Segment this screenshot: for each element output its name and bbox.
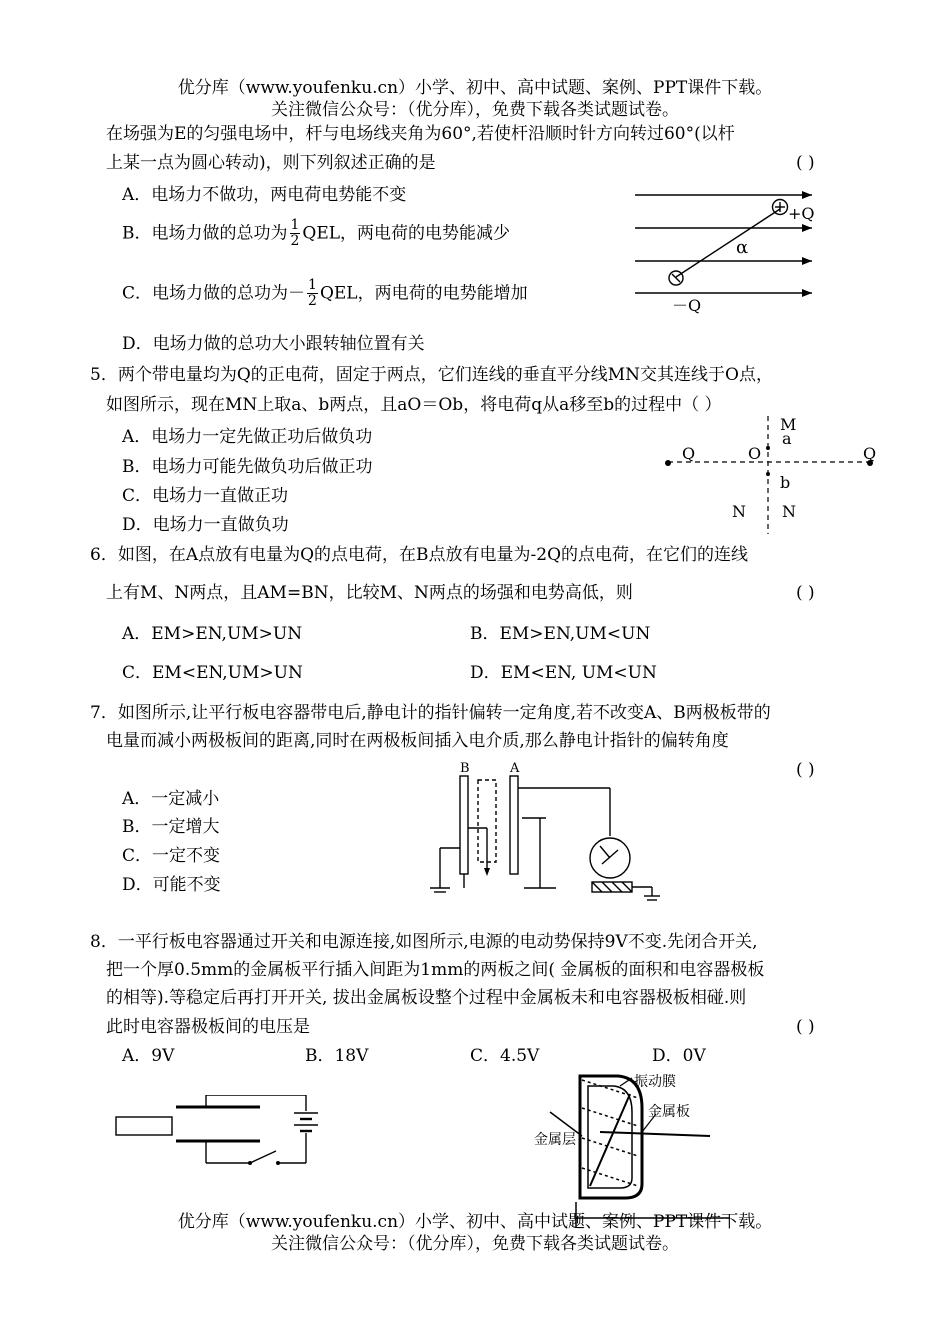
q7-answer-paren: ( ) xyxy=(796,760,815,780)
vibrating-membrane xyxy=(590,1094,630,1186)
switch-contact-icon xyxy=(276,1161,280,1165)
q4-option-b-suffix: QEL，两电荷的电势能减少 xyxy=(302,223,511,244)
q4-option-b-prefix: B．电场力做的总功为 xyxy=(122,223,288,244)
label-metal-plate: 金属板 xyxy=(648,1104,690,1120)
q6-option-c: C．EM<EN,UM>UN xyxy=(122,663,303,683)
label-o: O xyxy=(748,444,762,463)
q7-option-a: A．一定减小 xyxy=(122,789,220,809)
q8-option-d: D．0V xyxy=(652,1046,706,1066)
label-n-right: N xyxy=(782,502,796,521)
q6-answer-paren: ( ) xyxy=(796,583,815,603)
q6-stem-1: 6．如图，在A点放有电量为Q的点电荷，在B点放有电量为-2Q的点电荷，在它们的连线 xyxy=(90,545,749,565)
label-alpha: α xyxy=(736,237,749,258)
q4-option-d: D．电场力做的总功大小跟转轴位置有关 xyxy=(122,334,425,354)
q7-option-d: D．可能不变 xyxy=(122,875,221,895)
label-plate-a: A xyxy=(510,761,520,776)
arrow-down-icon xyxy=(484,868,490,876)
label-q-left: Q xyxy=(682,444,696,463)
arrow-icon xyxy=(802,191,812,199)
switch-contact-icon xyxy=(248,1161,252,1165)
label-vibrating-membrane: 振动膜 xyxy=(634,1074,676,1090)
label-minus-q: －Q xyxy=(672,296,702,315)
plate-b xyxy=(460,776,468,874)
label-a: a xyxy=(782,429,792,448)
q8-option-b: B．18V xyxy=(305,1046,369,1066)
q5-stem-1: 5．两个带电量均为Q的正电荷，固定于两点，它们连线的垂直平分线MN交其连线于O点， xyxy=(90,365,773,385)
footer-line-2: 关注微信公众号：（优分库），免费下载各类试题试卷。 xyxy=(271,1234,679,1254)
point-b-dot-icon xyxy=(766,472,770,476)
fraction-denominator: 2 xyxy=(290,233,300,250)
q5-option-d: D．电场力一直做负功 xyxy=(122,515,289,535)
label-b: b xyxy=(780,473,791,492)
fraction-numerator: 1 xyxy=(290,217,300,233)
q7-electrometer-figure xyxy=(420,758,670,908)
arrow-icon xyxy=(802,257,812,265)
q7-stem-1: 7．如图所示,让平行板电容器带电后,静电计的指针偏转一定角度,若不改变A、B两极板带的 xyxy=(90,703,771,723)
q8-microphone-figure xyxy=(530,1068,750,1228)
q4-option-c-suffix: QEL，两电荷的电势能增加 xyxy=(319,283,528,304)
q8-option-a: A．9V xyxy=(122,1046,175,1066)
rod xyxy=(676,209,780,277)
header-line-1: 优分库（www.youfenku.cn）小学、初中、高中试题、案例、PPT课件下载。 xyxy=(177,78,773,98)
label-m: M xyxy=(780,415,797,434)
q4-option-a: A．电场力不做功，两电荷电势能不变 xyxy=(122,185,407,205)
q6-option-a: A．EM>EN,UM>UN xyxy=(122,624,303,644)
q5-two-charges-figure xyxy=(660,412,890,537)
arrow-icon xyxy=(802,224,812,232)
switch-blade xyxy=(250,1151,276,1163)
q4-stem-2: 上某一点为圆心转动)，则下列叙述正确的是 xyxy=(106,153,436,173)
q4-option-c xyxy=(122,278,528,310)
q6-stem-2: 上有M、N两点，且AM=BN，比较M、N两点的场强和电势高低，则 xyxy=(106,583,633,603)
q8-stem-3: 的相等).等稳定后再打开开关, 拔出金属板设整个过程中金属板未和电容器极板相碰.则 xyxy=(106,988,747,1008)
fraction-half xyxy=(307,278,318,310)
fraction-half xyxy=(290,218,301,250)
q4-answer-paren: ( ) xyxy=(796,153,815,173)
q6-option-b: B．EM>EN,UM<UN xyxy=(470,624,651,644)
label-n-left: N xyxy=(732,502,746,521)
label-plate-b: B xyxy=(460,761,470,776)
q6-option-d: D．EM<EN, UM<UN xyxy=(470,663,657,683)
electrometer-needle xyxy=(600,846,610,858)
arrow-icon xyxy=(802,289,812,297)
q4-option-b xyxy=(122,218,510,250)
charge-dot-icon xyxy=(665,460,671,466)
q7-option-b: B．一定增大 xyxy=(122,817,220,837)
q4-electric-field-figure xyxy=(630,185,830,315)
q5-stem-2: 如图所示，现在MN上取a、b两点，且aO＝Ob，将电荷q从a移至b的过程中（ ） xyxy=(106,395,722,415)
q5-option-a: A．电场力一定先做正功后做负功 xyxy=(122,427,373,447)
fraction-numerator: 1 xyxy=(308,277,317,293)
q8-option-c: C．4.5V xyxy=(470,1046,540,1066)
q4-stem-1: 在场强为E的匀强电场中，杆与电场线夹角为60°,若使杆沿顺时针方向转过60°(以杆 xyxy=(106,124,735,144)
q8-circuit-figure xyxy=(110,1095,340,1175)
fraction-denominator: 2 xyxy=(308,293,317,310)
q8-stem-2: 把一个厚0.5mm的金属板平行插入间距为1mm的两板之间( 金属板的面积和电容器极板 xyxy=(106,960,765,980)
q5-option-c: C．电场力一直做正功 xyxy=(122,486,289,506)
header-line-2: 关注微信公众号：（优分库），免费下载各类试题试卷。 xyxy=(271,100,679,120)
q8-answer-paren: ( ) xyxy=(796,1017,815,1037)
label-plus-q: +Q xyxy=(788,204,815,223)
q8-stem-1: 8．一平行板电容器通过开关和电源连接,如图所示,电源的电动势保持9V不变.先闭合开关, xyxy=(90,932,758,952)
point-a-dot-icon xyxy=(766,446,770,450)
q4-option-c-prefix: C．电场力做的总功为－ xyxy=(122,283,306,304)
q5-option-b: B．电场力可能先做负功后做正功 xyxy=(122,457,373,477)
label-metal-layer: 金属层 xyxy=(534,1132,576,1148)
q8-stem-4: 此时电容器极板间的电压是 xyxy=(106,1017,310,1037)
footer-line-1: 优分库（www.youfenku.cn）小学、初中、高中试题、案例、PPT课件下载。 xyxy=(177,1212,773,1232)
metal-slab xyxy=(116,1117,172,1135)
q7-option-c: C．一定不变 xyxy=(122,846,221,866)
q7-stem-2: 电量而减小两极板间的距离,同时在两极板间插入电介质,那么静电计指针的偏转角度 xyxy=(106,731,729,751)
metal-plate-lead xyxy=(600,1132,710,1136)
plate-a xyxy=(510,776,518,874)
label-q-right: Q xyxy=(863,444,877,463)
